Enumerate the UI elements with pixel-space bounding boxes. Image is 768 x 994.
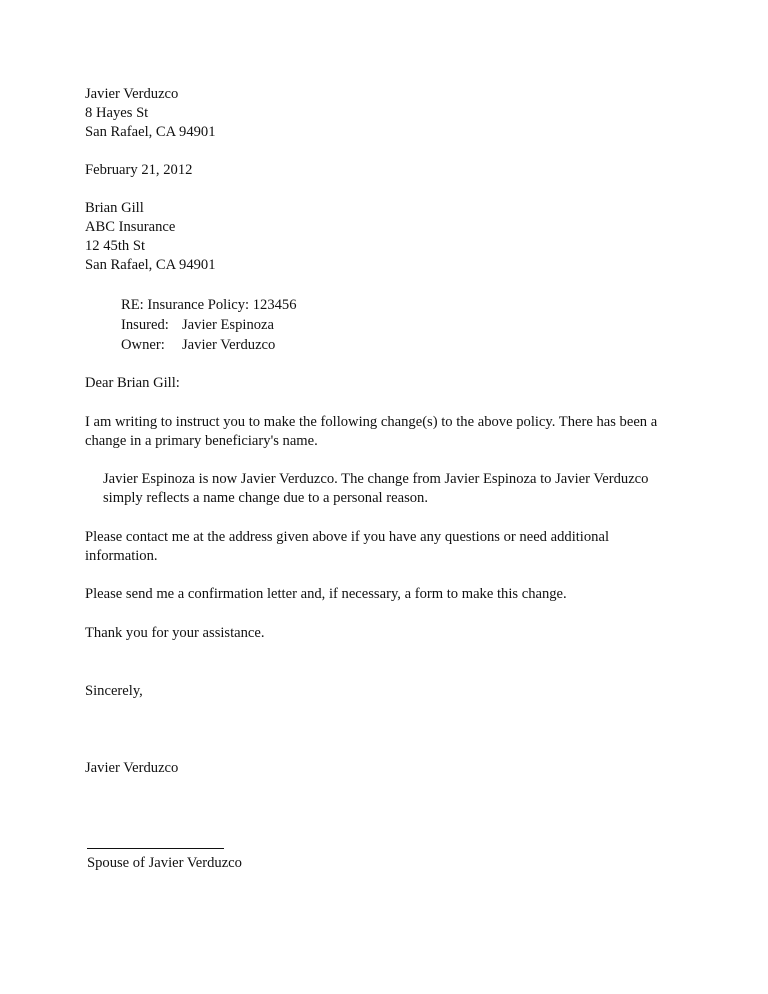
policy-number: 123456 xyxy=(252,297,297,313)
recipient-company: ABC Insurance xyxy=(85,219,176,235)
recipient-street: 12 45th St xyxy=(85,238,146,254)
owner-label: Owner: xyxy=(121,337,165,353)
insured-label: Insured: xyxy=(121,317,169,333)
owner-value: Javier Verduzco xyxy=(182,337,276,353)
policy-label: RE: Insurance Policy: xyxy=(121,297,250,313)
reference-insured xyxy=(121,316,274,335)
letter-date: February 21, 2012 xyxy=(85,162,193,178)
spouse-label: Spouse of Javier Verduzco xyxy=(87,855,242,871)
paragraph-1-line-2: change in a primary beneficiary's name. xyxy=(85,433,318,449)
signature-line xyxy=(87,848,224,849)
paragraph-1-line-1: I am writing to instruct you to make the following change(s) to the above policy. There has been a xyxy=(85,414,658,430)
sender-name: Javier Verduzco xyxy=(85,86,179,102)
paragraph-3-line-1: Please contact me at the address given above if you have any questions or need additional xyxy=(85,529,609,545)
insured-value: Javier Espinoza xyxy=(182,317,274,333)
salutation: Dear Brian Gill: xyxy=(85,375,180,391)
signature-name: Javier Verduzco xyxy=(85,760,179,776)
paragraph-5: Thank you for your assistance. xyxy=(85,625,265,641)
reference-policy xyxy=(121,296,297,315)
paragraph-4: Please send me a confirmation letter and, if necessary, a form to make this change. xyxy=(85,586,567,602)
paragraph-2-line-2: simply reflects a name change due to a personal reason. xyxy=(103,490,428,506)
recipient-name: Brian Gill xyxy=(85,200,144,216)
paragraph-3-line-2: information. xyxy=(85,548,158,564)
closing: Sincerely, xyxy=(85,683,143,699)
recipient-city: San Rafael, CA 94901 xyxy=(85,257,216,273)
sender-street: 8 Hayes St xyxy=(85,105,149,121)
sender-city: San Rafael, CA 94901 xyxy=(85,124,216,140)
paragraph-2-line-1: Javier Espinoza is now Javier Verduzco. The change from Javier Espinoza to Javier Verduzco xyxy=(103,471,649,487)
reference-owner xyxy=(121,336,275,355)
